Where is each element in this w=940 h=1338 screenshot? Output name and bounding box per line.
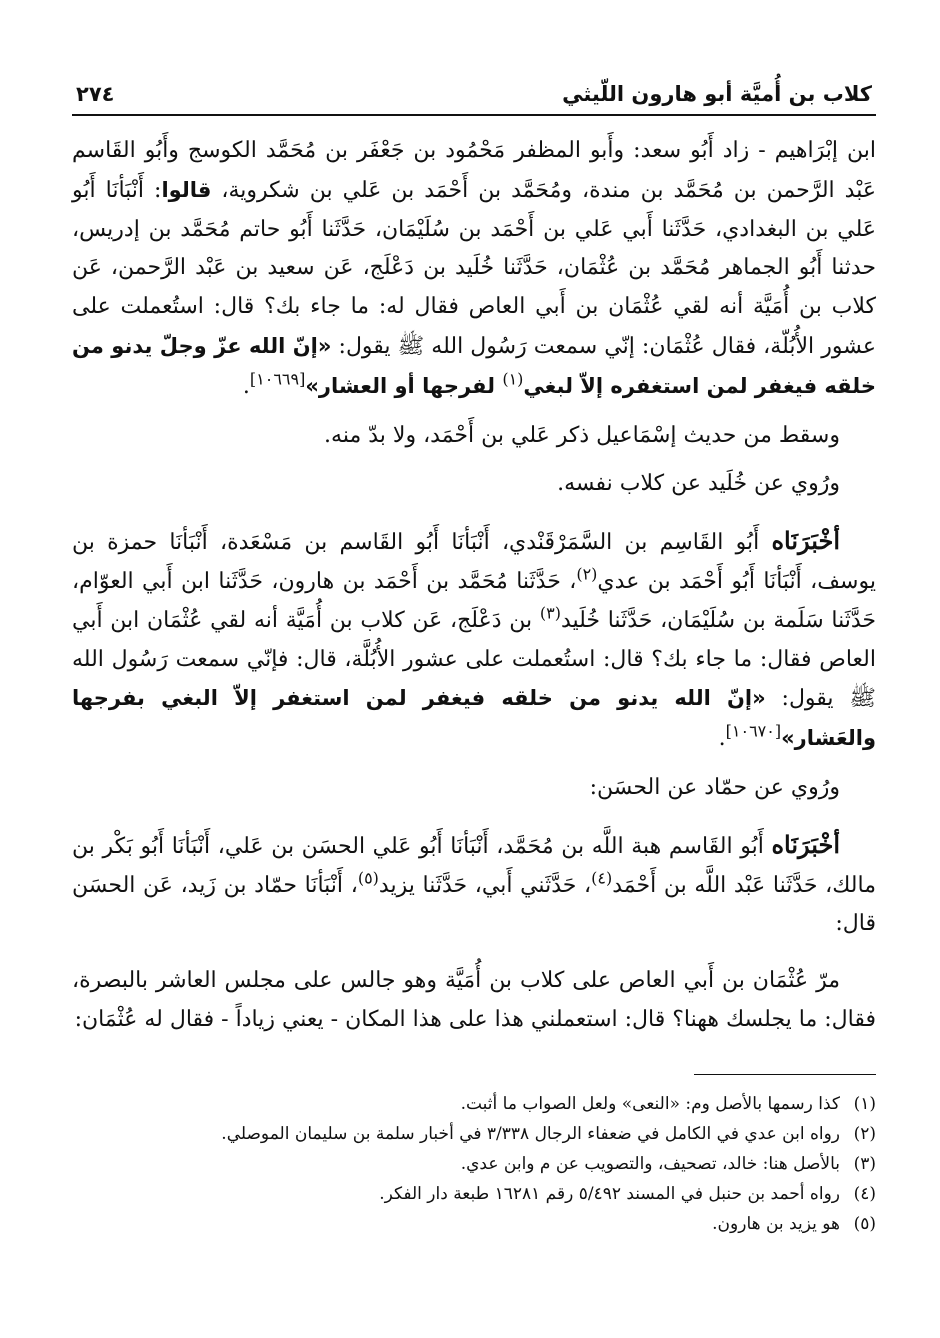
paragraph-narration-note: ورُوي عن حمّاد عن الحسَن:	[589, 774, 840, 800]
footnote-text: بالأصل هنا: خالد، تصحيف، والتصويب عن م وابن عدي.	[460, 1153, 840, 1174]
footnote-item	[72, 1119, 876, 1149]
p1-hadith-cont: لفرجها أو العشار»	[305, 373, 503, 398]
footnote-ref-4[interactable]: (٤)	[591, 868, 613, 888]
footnote-text: رواه ابن عدي في الكامل في ضعفاء الرجال ٣/٣٣٨ في أخبار سلمة بن سليمان الموصلي.	[221, 1123, 840, 1144]
paragraph-isnad-1	[72, 132, 876, 407]
p1-end: .	[242, 373, 250, 399]
footnote-item	[72, 1149, 876, 1179]
p1-keyword: قالوا	[161, 177, 212, 202]
p6-text-3: ، أَنْبَأنَا حمّاد بن زَيد، عَن الحسَن قال:	[72, 872, 876, 937]
footnote-text: كذا رسمها بالأصل وم: «النعى» ولعل الصواب ما أثبت.	[460, 1093, 840, 1114]
footnote-ref-5[interactable]: (٥)	[357, 868, 379, 888]
paragraph-isnad-3	[72, 826, 876, 944]
footnote-text: رواه أحمد بن حنبل في المسند ٥/٤٩٢ رقم ١٦٢٨١ طبعة دار الفكر.	[379, 1183, 840, 1204]
spacer	[72, 954, 876, 962]
footnote-item	[72, 1209, 876, 1239]
hadith-number: [١٠٦٧٠]	[725, 721, 782, 741]
footnotes	[72, 1089, 876, 1239]
footnote-ref-1[interactable]: (١)	[502, 369, 524, 389]
header-rule	[72, 114, 876, 116]
spacer	[72, 818, 876, 826]
p4-hadith: «إنّ الله يدنو من خلقه فيغفر لمن استغفر إلاّ البغي بفرجها والعَشار»	[72, 686, 876, 751]
spacer	[72, 514, 876, 522]
p6-keyword: أخْبَرَنَاه	[771, 829, 840, 859]
footnote-number: (٤)	[853, 1183, 876, 1204]
page-number: ٢٧٤	[76, 82, 115, 106]
footnote-ref-2[interactable]: (٢)	[576, 564, 598, 584]
footnote-text: هو يزيد بن هارون.	[712, 1213, 840, 1234]
paragraph-matn: مرّ عُثْمَان بن أَبي العاص على كلاب بن أُمَيَّة وهو جالس على مجلس العاشر بالبصرة، فقال: ما يجلسك ههنا؟ قال: استعملني هذا على هذا المكان - يعني زياداً - فقال له عُثْمَان:	[72, 968, 876, 1032]
footnote-item	[72, 1089, 876, 1119]
p1-hadith: «إنّ الله عزّ وجلّ يدنو من خلقه فيغفر لمن استغفره إلاّ لبغي	[72, 333, 876, 398]
page-header	[72, 58, 876, 114]
paragraph-narration-note: ورُوي عن خُلَيد عن كلاب نفسه.	[557, 471, 840, 497]
p6-text-2: ، حَدَّثَني أَبي، حَدَّثَنا يزيد	[378, 872, 592, 898]
footnote-rule	[694, 1074, 876, 1075]
footnote-ref-3[interactable]: (٣)	[539, 603, 561, 623]
p4-keyword: أخْبَرَنَاه	[771, 526, 840, 556]
paragraph-isnad-2	[72, 522, 876, 759]
p4-end: .	[718, 726, 726, 752]
p4-text: أَبُو القَاسِم بن السَّمَرْقَنْدي، أَنْبَأنَا أَبُو القَاسم بن مَسْعَدة، أَنْبَأنَا حمزة بن يوسف، أَنْبَأنَا أَبُو أَحْمَد بن عدي	[72, 530, 876, 594]
p6-text: أَبُو القَاسم هبة اللَّه بن مُحَمَّد، أَنْبَأنَا أَبُو عَلي الحسَن بن عَلي، أَنْبَأنَا أَبُو بَكْر بن مالك، حَدَّثَنا عَبْد اللَّه بن أَحْمَد	[72, 833, 876, 898]
footnote-number: (٣)	[853, 1153, 876, 1174]
hadith-number: [١٠٦٦٩]	[249, 369, 306, 389]
footnote-number: (١)	[853, 1093, 876, 1114]
footnote-number: (٢)	[853, 1123, 876, 1144]
p4-text-3: بن دَعْلَج، عَن كلاب بن أُمَيَّة أنه لقي عُثْمَان ابن أَبي العاص فقال: ما جاء بك؟ قال: استُعملت على عشور الأُبُلَّة، قال: فإنّي سمعت رَسُول الله ﷺ يقول:	[72, 607, 876, 712]
p4-text-2: ، حَدَّثَنا مُحَمَّد بن أَحْمَد بن هارون، حَدَّثَنا ابن أَبي العوّام، حَدَّثَنا سَلَمة بن سُلَيْمَان، حَدَّثَنا خُلَيد	[72, 568, 876, 633]
footnote-number: (٥)	[853, 1213, 876, 1234]
p1-rest: : أَنْبَأنَا أَبُو عَلي بن البغدادي، حَدَّثَنا أَبي عَلي بن أَحْمَد بن سُلَيْمَان، حَدَّثَنا أَبُو حاتم مُحَمَّد بن إدريس، حدثنا أَبُو الجماهر مُحَمَّد بن عُثْمَان، حَدَّثَنا خُلَيد بن دَعْلَج، عَن سعيد بن عَبْد الرَّحمن، عَن كلاب بن أُمَيَّة أنه لقي عُثْمَان بن أَبي العاص فقال له: ما جاء بك؟ قال: استُعملت على عشور الأُبُلّة، فقال عُثْمَان: إنّي سمعت رَسُول الله ﷺ يقول:	[72, 177, 876, 359]
paragraph-note: وسقط من حديث إسْمَاعيل ذكر عَلي بن أَحْمَد، ولا بدّ منه.	[324, 422, 840, 448]
running-title: كلاب بن أُميَّة أبو هارون اللّيثي	[562, 82, 872, 106]
p1-text: ابن إبْرَاهيم - زاد أَبُو سعد: وأَبو المظفر مَحْمُود بن جَعْفَر بن مُحَمَّد الكوسج وأَبُو القَاسم عَبْد الرَّحمن بن مُحَمَّد بن مندة، ومُحَمَّد بن أَحْمَد بن عَلي بن شكروية،	[72, 138, 876, 203]
book-page	[72, 58, 876, 1239]
footnote-item	[72, 1179, 876, 1209]
